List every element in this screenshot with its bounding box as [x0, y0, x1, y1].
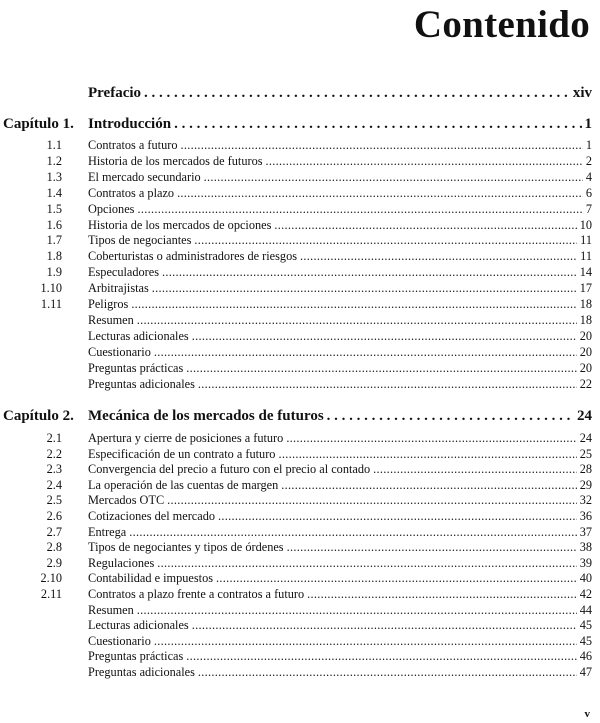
section-page: 17 [579, 281, 592, 296]
section-title: El mercado secundario [88, 169, 201, 184]
section-page: 47 [579, 665, 592, 679]
section-title: Tipos de negociantes y tipos de órdenes [88, 540, 284, 555]
toc-entry[interactable] [0, 361, 592, 376]
chapter-1-page: 1 [584, 116, 592, 132]
section-title: Cuestionario [88, 344, 151, 359]
chapter-1-label: Capítulo 1. [3, 116, 74, 132]
leader-dots [278, 447, 576, 462]
section-title: La operación de las cuentas de margen [88, 477, 279, 492]
section-number: 2.6 [46, 509, 62, 523]
leader-dots [157, 556, 576, 571]
toc-entry[interactable] [0, 170, 592, 185]
leader-dots [218, 509, 577, 524]
leader-dots [177, 186, 583, 201]
toc-entry[interactable] [0, 377, 592, 392]
section-title: Mercados OTC [88, 493, 165, 508]
section-title: Lecturas adicionales [88, 328, 189, 343]
section-number: 2.3 [46, 462, 62, 477]
section-page: 42 [579, 587, 592, 601]
toc-entry[interactable] [0, 462, 592, 477]
section-title: Especuladores [88, 265, 160, 280]
leader-dots [154, 345, 577, 360]
section-number: 2.9 [46, 555, 62, 570]
toc-entry[interactable] [0, 618, 592, 633]
toc-entry[interactable] [0, 313, 592, 328]
section-title: Preguntas prácticas [88, 649, 184, 664]
leader-dots [167, 493, 577, 508]
leader-dots [180, 138, 582, 153]
section-title: Cotizaciones del mercado [88, 509, 216, 523]
section-number: 1.11 [40, 297, 62, 311]
leader-dots [192, 618, 577, 633]
section-title: Preguntas adicionales [88, 376, 195, 391]
section-number: 1.7 [46, 233, 62, 248]
leader-dots [144, 84, 570, 102]
section-number: 2.5 [46, 493, 62, 508]
section-title: Coberturistas o administradores de riesgos [88, 249, 298, 264]
leader-dots [327, 407, 574, 425]
section-number: 1.9 [46, 265, 62, 280]
section-title: Resumen [88, 602, 134, 617]
toc-entry[interactable] [0, 297, 592, 312]
section-page: 32 [579, 493, 592, 508]
section-page: 6 [585, 185, 592, 200]
section-title: Resumen [88, 312, 134, 327]
section-page: 45 [579, 618, 592, 633]
section-title: Contratos a futuro [88, 138, 178, 152]
section-number: 1.2 [46, 153, 62, 168]
leader-dots [300, 249, 577, 264]
leader-dots [204, 170, 583, 185]
leader-dots [154, 634, 577, 649]
toc-entry[interactable] [0, 634, 592, 649]
toc-entry[interactable] [0, 649, 592, 664]
section-number: 2.2 [46, 446, 62, 461]
section-title: Lecturas adicionales [88, 618, 189, 633]
chapter-2-label: Capítulo 2. [3, 408, 74, 424]
section-page: 22 [579, 376, 592, 391]
section-page: 7 [585, 201, 592, 216]
section-page: 36 [579, 509, 592, 523]
page-title: Contenido [413, 3, 590, 46]
section-number: 1.10 [40, 281, 62, 296]
leader-dots [287, 540, 577, 555]
leader-dots [373, 462, 577, 477]
section-page: 20 [579, 344, 592, 359]
toc-entry[interactable] [0, 540, 592, 555]
section-page: 11 [580, 249, 592, 264]
toc-entry[interactable] [0, 233, 592, 248]
section-number: 2.4 [46, 477, 62, 492]
section-title: Contratos a plazo [88, 185, 175, 200]
section-page: 10 [579, 217, 592, 232]
page-number: v [584, 708, 590, 720]
section-page: 14 [579, 265, 592, 280]
section-title: Preguntas prácticas [88, 360, 184, 375]
section-page: 11 [580, 233, 592, 248]
toc-chapter-2[interactable] [0, 407, 592, 425]
section-number: 2.1 [46, 431, 62, 445]
section-number: 2.7 [46, 524, 62, 539]
leader-dots [129, 525, 576, 540]
leader-dots [307, 587, 577, 602]
section-page: 44 [579, 602, 592, 617]
section-title: Especificación de un contrato a futuro [88, 446, 276, 461]
leader-dots [192, 329, 577, 344]
leader-dots [137, 313, 577, 328]
toc-entry[interactable] [0, 493, 592, 508]
section-title: Tipos de negociantes [88, 233, 192, 248]
prefacio-label: Prefacio [88, 85, 142, 101]
section-number: 1.4 [46, 185, 62, 200]
leader-dots [198, 377, 577, 392]
toc-entry[interactable] [0, 478, 592, 493]
section-page: 20 [579, 360, 592, 375]
leader-dots [286, 431, 576, 446]
section-title: Regulaciones [88, 555, 155, 570]
section-title: Contratos a plazo frente a contratos a futuro [88, 587, 305, 601]
toc-entry[interactable] [0, 525, 592, 540]
section-title: Cuestionario [88, 633, 151, 648]
section-number: 1.3 [46, 169, 62, 184]
leader-dots [162, 265, 577, 280]
section-number: 2.11 [40, 587, 62, 601]
section-page: 18 [579, 312, 592, 327]
leader-dots [174, 115, 581, 133]
leader-dots [186, 649, 576, 664]
section-title: Arbitrajistas [88, 281, 149, 296]
toc-entry[interactable] [0, 218, 592, 233]
toc-entry[interactable] [0, 281, 592, 296]
toc-entry[interactable] [0, 138, 592, 153]
section-number: 2.10 [40, 571, 62, 586]
leader-dots [266, 154, 583, 169]
section-page: 18 [579, 297, 592, 311]
toc-entry[interactable] [0, 556, 592, 571]
section-page: 2 [585, 153, 592, 168]
section-title: Preguntas adicionales [88, 665, 195, 679]
toc-entry[interactable] [0, 186, 592, 201]
section-page: 46 [579, 649, 592, 664]
toc-entry[interactable] [0, 571, 592, 586]
section-page: 45 [579, 633, 592, 648]
leader-dots [137, 202, 582, 217]
section-title: Historia de los mercados de futuros [88, 153, 263, 168]
toc-entry[interactable] [0, 265, 592, 280]
section-title: Entrega [88, 524, 127, 539]
section-title: Peligros [88, 297, 129, 311]
section-title: Convergencia del precio a futuro con el precio al contado [88, 462, 371, 477]
chapter-2-title: Mecánica de los mercados de futuros [88, 408, 324, 424]
section-page: 29 [579, 477, 592, 492]
toc-entry[interactable] [0, 431, 592, 446]
section-title: Apertura y cierre de posiciones a futuro [88, 431, 284, 445]
leader-dots [186, 361, 576, 376]
toc-entry[interactable] [0, 665, 592, 680]
leader-dots [137, 603, 577, 618]
section-number: 1.8 [46, 249, 62, 264]
section-page: 28 [579, 462, 592, 477]
leader-dots [281, 478, 576, 493]
section-page: 1 [585, 138, 592, 152]
section-number: 1.1 [46, 138, 62, 152]
section-page: 25 [579, 446, 592, 461]
toc-entry[interactable] [0, 603, 592, 618]
toc-prefacio[interactable] [0, 84, 592, 102]
section-page: 38 [579, 540, 592, 555]
toc-entry[interactable] [0, 509, 592, 524]
leader-dots [274, 218, 576, 233]
leader-dots [131, 297, 576, 312]
section-page: 20 [579, 328, 592, 343]
section-page: 40 [579, 571, 592, 586]
toc-entry[interactable] [0, 447, 592, 462]
leader-dots [194, 233, 577, 248]
section-title: Opciones [88, 201, 135, 216]
toc-entry[interactable] [0, 154, 592, 169]
section-page: 37 [579, 524, 592, 539]
chapter-2-page: 24 [577, 408, 592, 424]
toc-entry[interactable] [0, 249, 592, 264]
toc-entry[interactable] [0, 345, 592, 360]
section-page: 39 [579, 555, 592, 570]
section-page: 24 [579, 431, 592, 445]
toc-entry[interactable] [0, 202, 592, 217]
toc-entry[interactable] [0, 587, 592, 602]
toc-entry[interactable] [0, 329, 592, 344]
section-number: 1.6 [46, 217, 62, 232]
section-title: Contabilidad e impuestos [88, 571, 214, 586]
section-page: 4 [585, 169, 592, 184]
leader-dots [216, 571, 577, 586]
leader-dots [198, 665, 577, 680]
toc-chapter-1[interactable] [0, 115, 592, 133]
section-title: Historia de los mercados de opciones [88, 217, 272, 232]
prefacio-page: xiv [572, 85, 592, 101]
section-number: 2.8 [46, 540, 62, 555]
chapter-1-title: Introducción [88, 116, 172, 132]
section-number: 1.5 [46, 201, 62, 216]
leader-dots [152, 281, 577, 296]
